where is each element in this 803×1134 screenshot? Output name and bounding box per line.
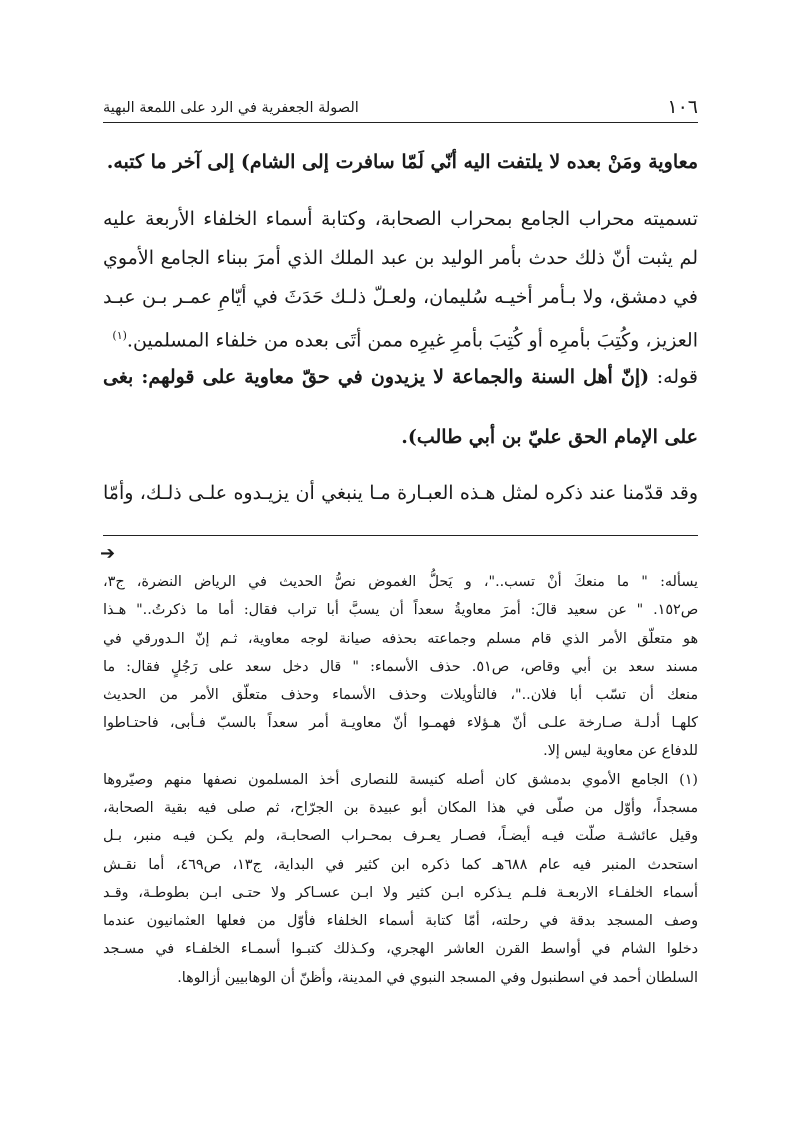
page-header xyxy=(103,96,698,123)
running-title: الصولة الجعفرية في الرد على اللمعة البهية xyxy=(103,100,359,116)
footnote-line: أسماء الخلفـاء الاربعـة فلـم يـذكره ابـن كثير ولا ابـن عسـاكر ولا حتـى ابـن بطوطـة، وقـد xyxy=(103,885,698,901)
footnote-line: مسند سعد بن أبي وقاص، ص٥١. حذف الأسماء: " قال دخل سعد على رَجُلٍ فقال: ما xyxy=(103,659,698,675)
footnote-line: للدفاع عن معاوية ليس إلا. xyxy=(543,743,698,759)
quote-continuation-line: معاوية ومَنْ بعده لا يلتفت اليه أنّي لَمّا سافرت إلى الشام) إلى آخر ما كتبه. xyxy=(106,151,698,173)
quote-line xyxy=(103,363,698,391)
quote-text: (إنّ أهل السنة والجماعة لا يزيدون في حقّ معاوية على قولهم: بغى xyxy=(103,366,650,388)
quote-line: على الإمام الحق عليّ بن أبي طالب). xyxy=(401,426,698,448)
footnote-line: وقيل عائشـة صلّت فيـه أيضـاً، فصـار يعـرف بمحـراب الصحابـة، ولم يكـن فيـه منبر، بـل xyxy=(103,828,698,844)
qawluh-label: قوله: xyxy=(649,366,698,388)
footnote-line: مسجداً، وأوّل من صلّى في هذا المكان أبو عبيدة بن الجرّاح، ثم صلى فيه بقية الصحابة، xyxy=(103,800,698,816)
page-number: ١٠٦ xyxy=(667,96,698,118)
footnote-line: كلهـا أدلـة صـارخة علـى أنّ هـؤلاء فهمـوا أنّ معاويـة أمر سعداً بالسبّ فـأبى، فاحتـاطوا xyxy=(103,715,698,731)
body-paragraph-text: العزيز، وكُتِبَ بأمرِه أو كُتِبَ بأمرِ غيرِه ممن أتَى بعده من خلفاء المسلمين. xyxy=(126,329,698,352)
footnote-line: دخلوا الشام في أواسط القرن العاشر الهجري، وكـذلك كتبـوا أسمـاء الخلفـاء في مسـجد xyxy=(103,941,698,957)
footnote-marker: (١) xyxy=(112,329,127,342)
body-paragraph-line: في دمشق، ولا بـأمر أخيـه سُليمان، ولعـلّ ذلـك حَدَثَ في أيّامِ عمـر بـن عبـد xyxy=(103,286,698,308)
body-paragraph-line: لم يثبت أنّ ذلك حدث بأمر الوليد بن عبد الملك الذي أمرَ ببناء الجامع الأموي xyxy=(103,247,698,269)
body-paragraph-line: وقد قدّمنا عند ذكره لمثل هـذه العبـارة مـا ينبغي أن يزيـدوه علـى ذلـك، وأمّا xyxy=(103,482,698,504)
body-paragraph-line: تسميته محراب الجامع بمحراب الصحابة، وكتابة أسماء الخلفاء الأربعة عليه xyxy=(103,208,698,230)
footnote-line: ص١٥٢. " عن سعيد قالَ: أمرَ معاويةُ سعداً أن يسبَّ أبا تراب فقال: أما ما ذكرتُ.." هـذا xyxy=(103,602,698,618)
arrow-right-icon: ➔ xyxy=(100,543,116,564)
footnote-line: هو متعلّق الأمر الذي قام مسلم وجماعته بحذفه صيانة لوجه معاوية، ثـم إنّ الـدورقي في xyxy=(103,631,698,647)
body-paragraph-line xyxy=(103,322,698,354)
footnote-line: يسأله: " ما منعكَ أنْ تسب.."، و يَحلُّ الغموض نصُّ الحديث في الرياض النضرة، ج٣، xyxy=(103,574,698,590)
footnote-line: منعك أن تسّب أبا فلان.."، فالتأويلات وحذف الأسماء وحذف متعلّق الأمر من الحديث xyxy=(103,687,698,703)
footnote-line: (١) الجامع الأموي بدمشق كان أصله كنيسة للنصارى أخذ المسلمون نصفها منهم وصيّروها xyxy=(103,772,698,788)
footnote-line: السلطان أحمد في اسطنبول وفي المسجد النبوي في المدينة، وأظنّ أن الوهابيين أزالوها. xyxy=(177,970,698,986)
footnote-line: وصف المسجد بدقة في رحلته، أمّا كتابة أسماء الخلفاء فأوّل من فعلها العثمانيون عندما xyxy=(103,913,698,929)
footnote-line: استحدث المنبر فيه عام ٦٨٨هـ كما ذكره ابن كثير في البداية، ج١٣، ص٤٦٩، أما نقـش xyxy=(103,857,698,873)
footnote-separator xyxy=(103,535,698,536)
